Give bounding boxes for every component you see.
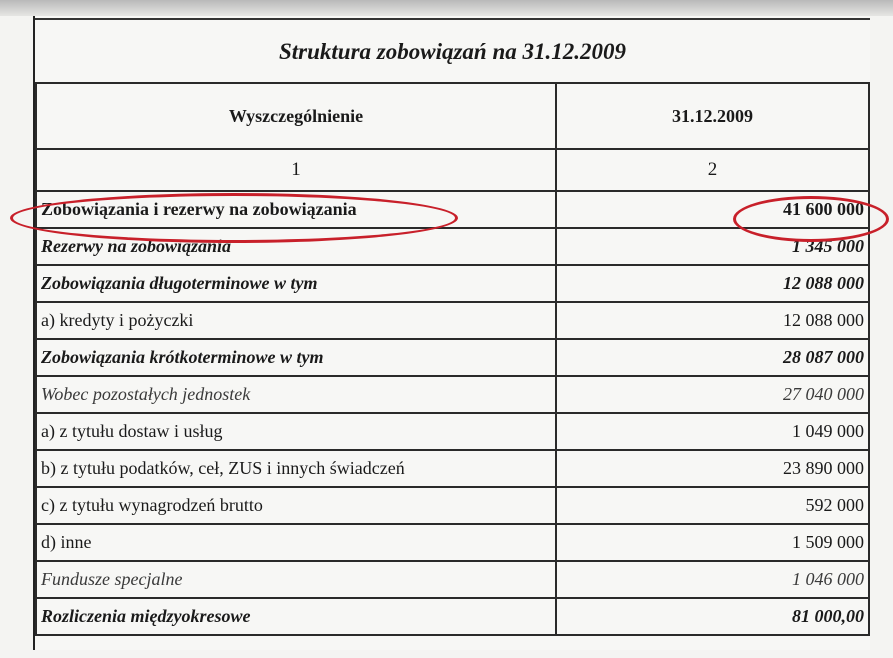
row-label: Zobowiązania krótkoterminowe w tym: [36, 339, 556, 376]
row-value: 1 509 000: [556, 524, 869, 561]
row-label: Zobowiązania i rezerwy na zobowiązania: [36, 191, 556, 228]
row-label: b) z tytułu podatków, ceł, ZUS i innych świadczeń: [36, 450, 556, 487]
row-value: 1 049 000: [556, 413, 869, 450]
table-row: [36, 376, 869, 413]
column-number-1: 1: [36, 149, 556, 191]
table-header-row: [36, 83, 869, 149]
row-value: 81 000,00: [556, 598, 869, 635]
column-number-row: [36, 149, 869, 191]
header-description: Wyszczególnienie: [36, 83, 556, 149]
table-row: [36, 487, 869, 524]
row-label: Fundusze specjalne: [36, 561, 556, 598]
row-value: 28 087 000: [556, 339, 869, 376]
scan-shadow: [0, 0, 893, 16]
row-value: 27 040 000: [556, 376, 869, 413]
row-value: 1 046 000: [556, 561, 869, 598]
document-sheet: [33, 16, 870, 650]
row-label: Rozliczenia międzyokresowe: [36, 598, 556, 635]
row-label: Zobowiązania długoterminowe w tym: [36, 265, 556, 302]
header-date: 31.12.2009: [556, 83, 869, 149]
document-title: Struktura zobowiązań na 31.12.2009: [278, 39, 627, 64]
table-row: [36, 598, 869, 635]
row-value: 1 345 000: [556, 228, 869, 265]
table-row: [36, 302, 869, 339]
table-row: [36, 450, 869, 487]
row-value: 12 088 000: [556, 302, 869, 339]
row-label: d) inne: [36, 524, 556, 561]
top-rule: [35, 18, 870, 20]
table-row: [36, 561, 869, 598]
row-label: Rezerwy na zobowiązania: [36, 228, 556, 265]
row-value: 23 890 000: [556, 450, 869, 487]
row-value: 592 000: [556, 487, 869, 524]
table-row: [36, 265, 869, 302]
row-label: a) z tytułu dostaw i usług: [36, 413, 556, 450]
column-number-2: 2: [556, 149, 869, 191]
row-label: Wobec pozostałych jednostek: [36, 376, 556, 413]
table-row: [36, 228, 869, 265]
table-row: [36, 339, 869, 376]
liabilities-table: [35, 82, 870, 636]
table-row: [36, 413, 869, 450]
table-row: [36, 191, 869, 228]
row-value: 41 600 000: [556, 191, 869, 228]
row-label: a) kredyty i pożyczki: [36, 302, 556, 339]
table-row: [36, 524, 869, 561]
row-label: c) z tytułu wynagrodzeń brutto: [36, 487, 556, 524]
row-value: 12 088 000: [556, 265, 869, 302]
